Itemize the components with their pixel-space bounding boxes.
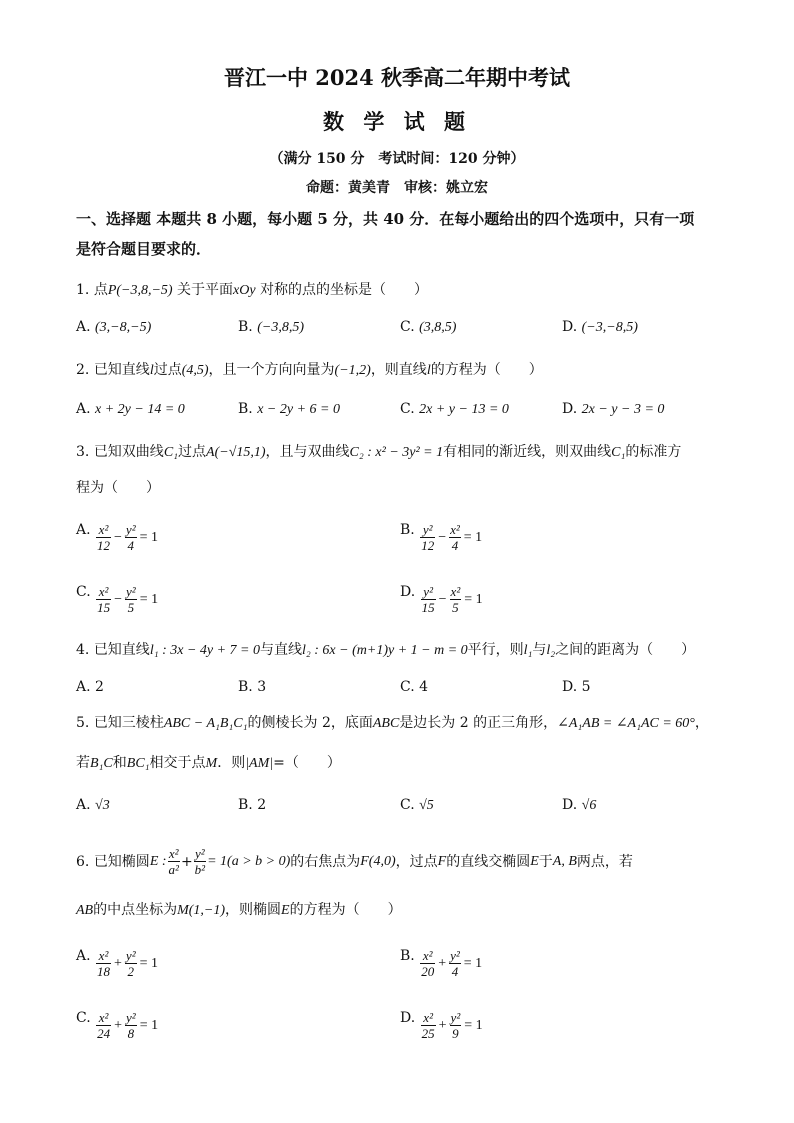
denominator: 4 xyxy=(127,538,134,553)
q-text: 与 xyxy=(532,642,547,658)
fraction xyxy=(96,1010,111,1041)
q2-option-d[interactable] xyxy=(562,399,664,420)
q1-option-a[interactable] xyxy=(76,317,151,338)
option-value: 3 xyxy=(257,679,267,695)
q-math: BC₁ xyxy=(126,756,150,771)
q-text: 的侧棱长为 2，底面 xyxy=(247,715,373,731)
q-text: 过点 xyxy=(178,444,207,460)
q-text: 已知双曲线 xyxy=(93,444,164,460)
numerator: x² xyxy=(420,948,435,964)
q-text: ，过点 xyxy=(395,853,438,870)
q-math: l xyxy=(426,363,431,378)
denominator: 15 xyxy=(97,600,111,615)
option-value: √5 xyxy=(419,798,434,813)
q-math: E : xyxy=(149,853,167,869)
operator: − xyxy=(114,529,122,545)
q-math: l₂ xyxy=(546,643,556,658)
operator: = 1 xyxy=(464,1017,483,1033)
option-formula xyxy=(420,1010,485,1041)
option-formula xyxy=(420,584,485,615)
exam-info: （满分 150 分 考试时间：120 分钟） xyxy=(269,151,525,167)
option-formula xyxy=(95,948,160,979)
q4-option-b[interactable] xyxy=(238,677,266,697)
q3-option-b[interactable] xyxy=(400,520,484,553)
q-text: 点 xyxy=(93,282,108,298)
denominator: 2 xyxy=(127,964,134,979)
numerator: x² xyxy=(96,522,111,538)
question-number: 3. xyxy=(76,444,90,460)
q-text: 平行，则 xyxy=(467,642,524,658)
q3-option-c[interactable] xyxy=(76,582,160,615)
denominator: 24 xyxy=(97,1026,111,1041)
option-value: √3 xyxy=(95,798,110,813)
q-math: F xyxy=(437,853,447,869)
q-math: (4,5) xyxy=(181,363,209,378)
q-text: 的右焦点为 xyxy=(290,853,361,870)
q-text: 的中点坐标为 xyxy=(93,902,178,918)
q-text: 的方程为（ ） xyxy=(430,362,543,378)
denominator: 12 xyxy=(421,538,435,553)
q-math: ABC − A₁B₁C₁ xyxy=(163,716,248,731)
option-formula xyxy=(95,522,160,553)
option-letter: B. xyxy=(400,948,415,964)
q-text: 若 xyxy=(76,755,90,771)
operator: − xyxy=(438,591,447,607)
numerator: x² xyxy=(96,584,111,600)
question-5-line-2 xyxy=(76,753,736,774)
q-text: 已知椭圆 xyxy=(93,853,150,870)
option-letter: D. xyxy=(562,319,578,335)
q-text: ，且一个方向向量为 xyxy=(208,362,335,378)
option-value: 2 xyxy=(95,679,104,695)
q-math: F(4,0) xyxy=(360,853,396,869)
question-number: 2. xyxy=(76,362,90,378)
q-text: 是边长为 2 的正三角形， xyxy=(399,715,558,731)
option-value: 4 xyxy=(419,679,429,695)
operator: + xyxy=(114,1017,123,1033)
q3-option-a[interactable] xyxy=(76,520,160,553)
option-letter: B. xyxy=(238,797,253,813)
question-number: 4. xyxy=(76,642,90,658)
option-value: (−3,8,5) xyxy=(257,320,304,335)
numerator: y² xyxy=(126,1010,136,1025)
numerator: y² xyxy=(421,584,436,600)
q-text: 于 xyxy=(538,853,553,870)
fraction xyxy=(125,948,137,979)
q-math: M xyxy=(205,756,218,771)
option-letter: D. xyxy=(562,679,578,695)
q-text: 已知三棱柱 xyxy=(93,715,164,731)
q-text: 两点，若 xyxy=(576,853,633,870)
denominator: 9 xyxy=(452,1026,459,1041)
q5-option-d[interactable] xyxy=(562,795,596,816)
operator: + xyxy=(114,955,122,971)
denominator: 8 xyxy=(127,1026,135,1041)
operator: + xyxy=(438,1017,447,1033)
q-math: l₁ xyxy=(523,643,533,658)
q-math: C₁ xyxy=(163,445,179,460)
option-value: √6 xyxy=(581,798,597,813)
denominator: 25 xyxy=(421,1026,435,1041)
q2-option-a[interactable] xyxy=(76,399,185,420)
question-4 xyxy=(76,640,736,661)
fraction xyxy=(450,1010,462,1041)
q-text: ．则 xyxy=(217,755,246,771)
q5-option-a[interactable] xyxy=(76,795,110,816)
section-heading xyxy=(76,204,726,264)
q4-option-c[interactable] xyxy=(400,677,428,697)
q1-option-b[interactable] xyxy=(238,317,304,338)
fraction xyxy=(421,1010,436,1041)
fraction xyxy=(449,948,461,979)
operator: − xyxy=(114,591,123,607)
vector-magnitude: |AM| xyxy=(245,756,274,771)
option-letter: C. xyxy=(400,797,415,813)
numerator: x² xyxy=(96,948,111,964)
q-math: E xyxy=(530,853,539,869)
option-value: (3,8,5) xyxy=(419,320,457,335)
option-letter: D. xyxy=(562,797,578,813)
option-letter: B. xyxy=(238,319,253,335)
operator: = 1 xyxy=(464,591,483,607)
q-math: l xyxy=(149,363,154,378)
option-value: (3,−8,−5) xyxy=(95,320,152,335)
q4-option-a[interactable] xyxy=(76,677,104,697)
q-text: ，且与双曲线 xyxy=(265,444,350,460)
option-letter: D. xyxy=(562,401,578,417)
section-line-1: 一、选择题 本题共 8 小题，每小题 5 分，共 40 分．在每小题给出的四个选项中，只有一项 xyxy=(76,210,695,228)
q5-option-b[interactable] xyxy=(238,795,266,815)
option-value: x − 2y + 6 = 0 xyxy=(257,402,340,417)
denominator: 5 xyxy=(127,600,135,615)
fraction xyxy=(421,584,436,615)
question-number: 5. xyxy=(76,715,90,731)
q-text: 有相同的渐近线，则双曲线 xyxy=(443,444,612,460)
option-letter: D. xyxy=(400,1010,416,1026)
q5-option-c[interactable] xyxy=(400,795,434,816)
q-text: =（ ） xyxy=(273,755,341,771)
fraction xyxy=(168,846,180,877)
q-text: 的直线交椭圆 xyxy=(446,853,531,870)
q-math: ABC xyxy=(372,716,400,731)
q-text: 的方程为（ ） xyxy=(289,902,402,918)
option-letter: B. xyxy=(400,522,415,538)
q-math: AB xyxy=(76,903,94,918)
q6-option-b[interactable] xyxy=(400,946,484,979)
q-text: 与直线 xyxy=(260,642,303,658)
option-letter: A. xyxy=(76,522,91,538)
fraction xyxy=(449,522,461,553)
numerator: x² xyxy=(96,1010,111,1026)
q-text: 和 xyxy=(112,755,127,771)
section-line-2: 是符合题目要求的． xyxy=(76,240,212,258)
option-value: (−3,−8,5) xyxy=(581,320,638,335)
operator: = 1 xyxy=(139,591,159,607)
denominator: 4 xyxy=(451,964,459,979)
option-letter: B. xyxy=(238,679,253,695)
numerator: x² xyxy=(450,522,460,537)
q-math: E xyxy=(281,903,290,918)
q-text: 相交于点 xyxy=(149,755,206,771)
fraction xyxy=(420,948,435,979)
question-5 xyxy=(76,713,736,734)
q2-option-c[interactable] xyxy=(400,399,509,420)
numerator: y² xyxy=(195,846,205,861)
numerator: y² xyxy=(125,948,136,963)
fraction xyxy=(96,522,111,553)
fraction xyxy=(125,584,137,615)
q-math: xOy xyxy=(233,283,256,298)
fraction xyxy=(125,1010,137,1041)
numerator: y² xyxy=(420,522,435,538)
question-6-line-2 xyxy=(76,900,736,921)
question-6 xyxy=(76,846,736,877)
numerator: y² xyxy=(126,584,136,599)
denominator: 18 xyxy=(97,964,111,979)
option-letter: A. xyxy=(76,948,91,964)
q-math: (−1,2) xyxy=(334,363,371,378)
numerator: y² xyxy=(125,522,136,537)
q-text: ，则直线 xyxy=(370,362,427,378)
option-letter: C. xyxy=(400,401,415,417)
operator: + xyxy=(180,853,193,870)
operator: + xyxy=(438,955,447,971)
option-letter: C. xyxy=(400,679,415,695)
denominator: 12 xyxy=(97,538,111,553)
subject-title: 数 学 试 题 xyxy=(323,109,471,134)
option-value: 5 xyxy=(581,679,591,695)
q-text: ， xyxy=(694,715,709,731)
operator: = 1 xyxy=(463,529,483,545)
q-text: 过点 xyxy=(153,362,182,378)
fraction xyxy=(420,522,435,553)
numerator: y² xyxy=(450,948,460,963)
denominator: a² xyxy=(168,862,179,877)
option-letter: A. xyxy=(76,679,91,695)
question-3 xyxy=(76,442,736,463)
option-value: 2 xyxy=(257,797,267,813)
q-math: A, B xyxy=(552,853,577,869)
fraction xyxy=(450,584,462,615)
q2-option-b[interactable] xyxy=(238,399,340,420)
question-3-line-2: 程为（ ） xyxy=(76,480,160,496)
fraction xyxy=(125,522,137,553)
operator: = 1 xyxy=(139,529,158,545)
exam-title: 晋江一中 2024 秋季高二年期中考试 xyxy=(223,65,571,90)
question-number: 1. xyxy=(76,282,90,298)
option-formula xyxy=(419,948,484,979)
q-math: B₁C xyxy=(90,756,113,771)
option-formula xyxy=(95,584,160,615)
option-letter: A. xyxy=(76,401,91,417)
operator: = 1 xyxy=(139,955,158,971)
option-letter: D. xyxy=(400,584,416,600)
q-text: ，则椭圆 xyxy=(225,902,282,918)
denominator: 20 xyxy=(421,964,435,979)
question-1 xyxy=(76,280,736,301)
q-math: C₁ xyxy=(611,445,626,460)
numerator: x² xyxy=(421,1010,436,1026)
option-letter: C. xyxy=(76,584,91,600)
numerator: x² xyxy=(168,846,179,861)
exam-authors: 命题：黄美青 审核：姚立宏 xyxy=(306,180,488,196)
question-2 xyxy=(76,360,736,381)
q1-option-c[interactable] xyxy=(400,317,456,338)
q-math: C₂ : x² − 3y² = 1 xyxy=(349,445,444,460)
q-math: ∠A₁AB = ∠A₁AC = 60° xyxy=(557,716,695,731)
q4-option-d[interactable] xyxy=(562,677,591,697)
option-formula xyxy=(95,1010,160,1041)
option-letter: C. xyxy=(76,1010,91,1026)
q-text: 之间的距离为（ ） xyxy=(555,642,696,658)
q-math: A(−√15,1) xyxy=(206,445,266,460)
option-letter: A. xyxy=(76,797,91,813)
q-math: = 1(a > b > 0) xyxy=(207,853,291,869)
denominator: 5 xyxy=(452,600,459,615)
q6-option-c[interactable] xyxy=(76,1008,160,1041)
q-math: l₂ : 6x − (m+1)y + 1 − m = 0 xyxy=(302,643,468,658)
option-letter: B. xyxy=(238,401,253,417)
option-value: 2x + y − 13 = 0 xyxy=(419,402,509,417)
option-letter: A. xyxy=(76,319,91,335)
q1-option-d[interactable] xyxy=(562,317,638,338)
option-formula xyxy=(419,522,484,553)
q-text: 的标准方 xyxy=(625,444,682,460)
q-math: M(1,−1) xyxy=(177,903,226,918)
question-number: 6. xyxy=(76,853,90,870)
operator: − xyxy=(438,529,447,545)
fraction xyxy=(96,948,111,979)
q-math: l₁ : 3x − 4y + 7 = 0 xyxy=(149,643,261,658)
q-math: P(−3,8,−5) xyxy=(107,283,173,298)
q-text: 关于平面 xyxy=(177,282,234,298)
option-value: x + 2y − 14 = 0 xyxy=(95,402,185,417)
numerator: y² xyxy=(450,1010,461,1025)
q6-option-d[interactable] xyxy=(400,1008,485,1041)
numerator: x² xyxy=(450,584,461,599)
option-letter: C. xyxy=(400,319,415,335)
denominator: b² xyxy=(194,862,206,877)
q6-option-a[interactable] xyxy=(76,946,160,979)
denominator: 15 xyxy=(421,600,435,615)
q-text: 对称的点的坐标是（ ） xyxy=(260,282,429,298)
q-text: 已知直线 xyxy=(93,642,150,658)
operator: = 1 xyxy=(139,1017,159,1033)
operator: = 1 xyxy=(463,955,483,971)
fraction xyxy=(96,584,111,615)
option-value: 2x − y − 3 = 0 xyxy=(581,402,665,417)
denominator: 4 xyxy=(451,538,459,553)
q3-option-d[interactable] xyxy=(400,582,485,615)
q-text: 已知直线 xyxy=(93,362,150,378)
fraction xyxy=(194,846,206,877)
